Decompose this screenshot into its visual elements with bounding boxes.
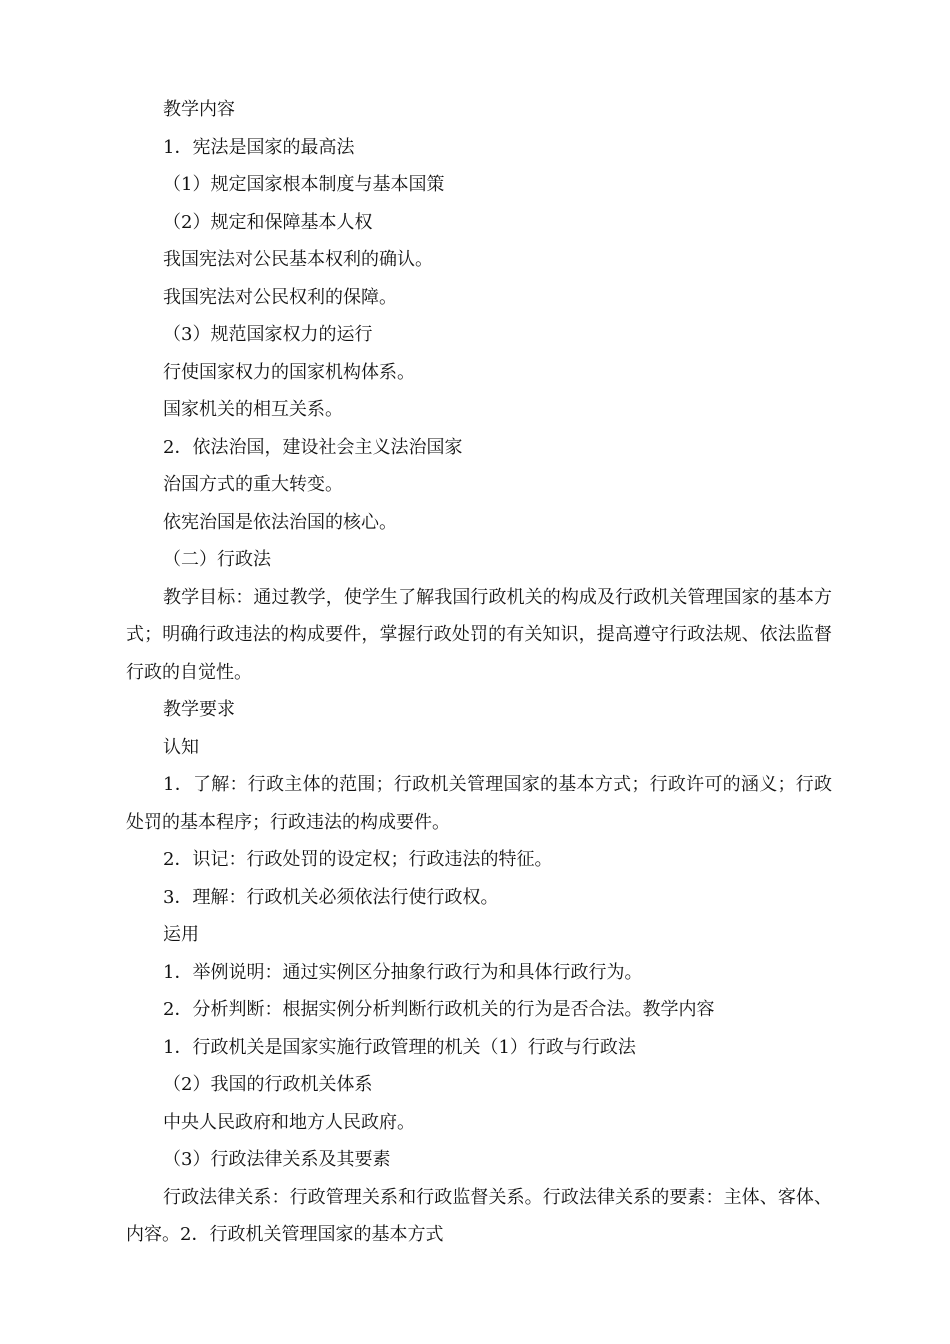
text-line: 中央人民政府和地方人民政府。 [163,1111,415,1133]
text-line: 依宪治国是依法治国的核心。 [163,511,397,533]
list-item: （1）规定国家根本制度与基本国策 [163,174,445,195]
text-line: 我国宪法对公民权利的保障。 [163,286,397,308]
paragraph: 1．了解：行政主体的范围；行政机关管理国家的基本方式；行政许可的涵义；行政处罚的基本程序；行政违法的构成要件。 [126,774,832,833]
list-item: 2．分析判断：根据实例分析判断行政机关的行为是否合法。教学内容 [163,999,715,1020]
paragraph: 行政法律关系：行政管理关系和行政监督关系。行政法律关系的要素：主体、客体、内容。2．行政机关管理国家的基本方式 [126,1186,832,1245]
list-item: 2．依法治国，建设社会主义法治国家 [163,436,463,458]
section-heading: 认知 [163,736,199,758]
list-item: 1．宪法是国家的最高法 [163,136,355,158]
list-item: 2．识记：行政处罚的设定权；行政违法的特征。 [163,849,553,870]
list-item: 1．举例说明：通过实例区分抽象行政行为和具体行政行为。 [163,961,643,983]
list-item: （2）我国的行政机关体系 [163,1074,373,1095]
section-heading: （二）行政法 [163,549,271,570]
paragraph: 教学目标：通过教学，使学生了解我国行政机关的构成及行政机关管理国家的基本方式；明确行政违法的构成要件，掌握行政处罚的有关知识，提高遵守行政法规、依法监督行政的自觉性。 [126,586,832,683]
text-line: 行使国家权力的国家机构体系。 [163,361,415,383]
section-heading: 教学要求 [163,699,235,720]
list-item: （3）规范国家权力的运行 [163,324,373,345]
section-heading: 运用 [163,924,199,945]
text-line: 我国宪法对公民基本权利的确认。 [163,249,433,270]
list-item: 3．理解：行政机关必须依法行使行政权。 [163,886,499,908]
list-item: （3）行政法律关系及其要素 [163,1149,391,1170]
section-heading: 教学内容 [163,99,235,120]
document-body [126,91,832,1254]
list-item: （2）规定和保障基本人权 [163,211,373,233]
text-line: 治国方式的重大转变。 [163,474,343,495]
text-line: 国家机关的相互关系。 [163,399,343,420]
list-item: 1．行政机关是国家实施行政管理的机关（1）行政与行政法 [163,1036,636,1058]
